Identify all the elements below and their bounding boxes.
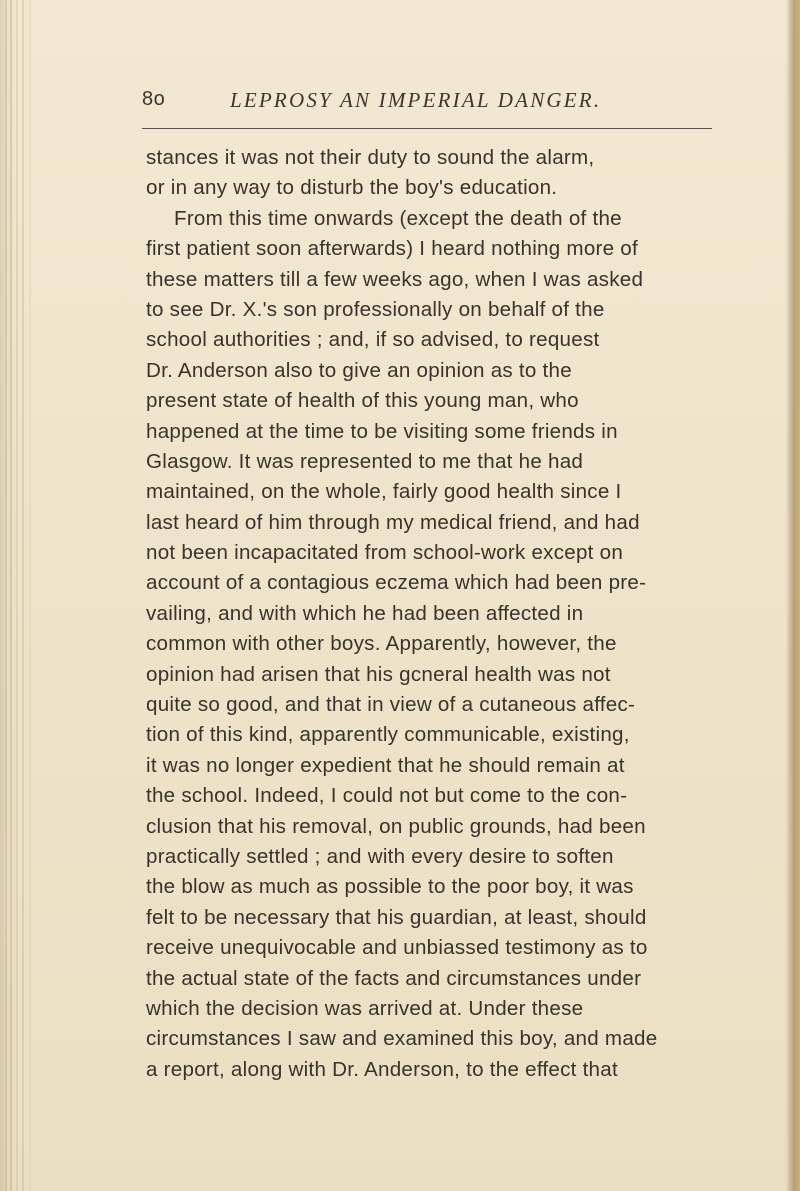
- text-line: a report, along with Dr. Anderson, to the effect that: [146, 1057, 618, 1081]
- text-line: vailing, and with which he had been affected in: [146, 601, 584, 625]
- text-line: present state of health of this young man, who: [146, 389, 579, 413]
- text-line: tion of this kind, apparently communicable, existing,: [146, 723, 630, 747]
- running-head: [142, 88, 712, 122]
- text-line: not been incapacitated from school-work except on: [146, 541, 624, 565]
- text-line: clusion that his removal, on public grounds, had been: [146, 814, 646, 838]
- text-line: common with other boys. Apparently, however, the: [146, 632, 617, 656]
- text-line: school authorities ; and, if so advised, to request: [146, 328, 600, 352]
- text-line: or in any way to disturb the boy's education.: [146, 176, 558, 200]
- text-line: Glasgow. It was represented to me that he had: [146, 449, 584, 473]
- text-line: receive unequivocable and unbiassed testimony as to: [146, 936, 648, 960]
- text-line: stances it was not their duty to sound the alarm,: [146, 146, 595, 169]
- page-edge-shadow: [786, 0, 800, 1191]
- text-line: circumstances I saw and examined this boy, and made: [146, 1027, 658, 1051]
- text-line: account of a contagious eczema which had been pre-: [146, 571, 647, 595]
- text-line: From this time onwards (except the death of the: [174, 206, 622, 230]
- text-line: last heard of him through my medical friend, and had: [146, 510, 640, 534]
- running-title: LEPROSY AN IMPERIAL DANGER.: [230, 88, 602, 112]
- binding-gutter: [0, 0, 42, 1191]
- page-number: 8o: [142, 88, 166, 110]
- text-line: quite so good, and that in view of a cutaneous affec-: [146, 693, 636, 717]
- text-line: felt to be necessary that his guardian, at least, should: [146, 905, 647, 929]
- text-line: practically settled ; and with every desire to soften: [146, 844, 614, 868]
- text-line: it was no longer expedient that he should remain at: [146, 753, 625, 777]
- body-text: [146, 143, 736, 1085]
- text-line: the school. Indeed, I could not but come to the con-: [146, 784, 628, 808]
- text-line: maintained, on the whole, fairly good health since I: [146, 480, 622, 504]
- text-line: the blow as much as possible to the poor boy, it was: [146, 875, 634, 899]
- header-rule: [142, 128, 712, 129]
- text-line: which the decision was arrived at. Under these: [146, 996, 584, 1020]
- text-line: Dr. Anderson also to give an opinion as to the: [146, 358, 572, 382]
- text-line: the actual state of the facts and circumstances under: [146, 966, 642, 990]
- text-line: first patient soon afterwards) I heard nothing more of: [146, 237, 638, 261]
- text-line: to see Dr. X.'s son professionally on behalf of the: [146, 297, 605, 321]
- text-line: opinion had arisen that his gcneral health was not: [146, 662, 611, 686]
- text-line: happened at the time to be visiting some friends in: [146, 419, 618, 443]
- text-line: these matters till a few weeks ago, when I was asked: [146, 267, 644, 291]
